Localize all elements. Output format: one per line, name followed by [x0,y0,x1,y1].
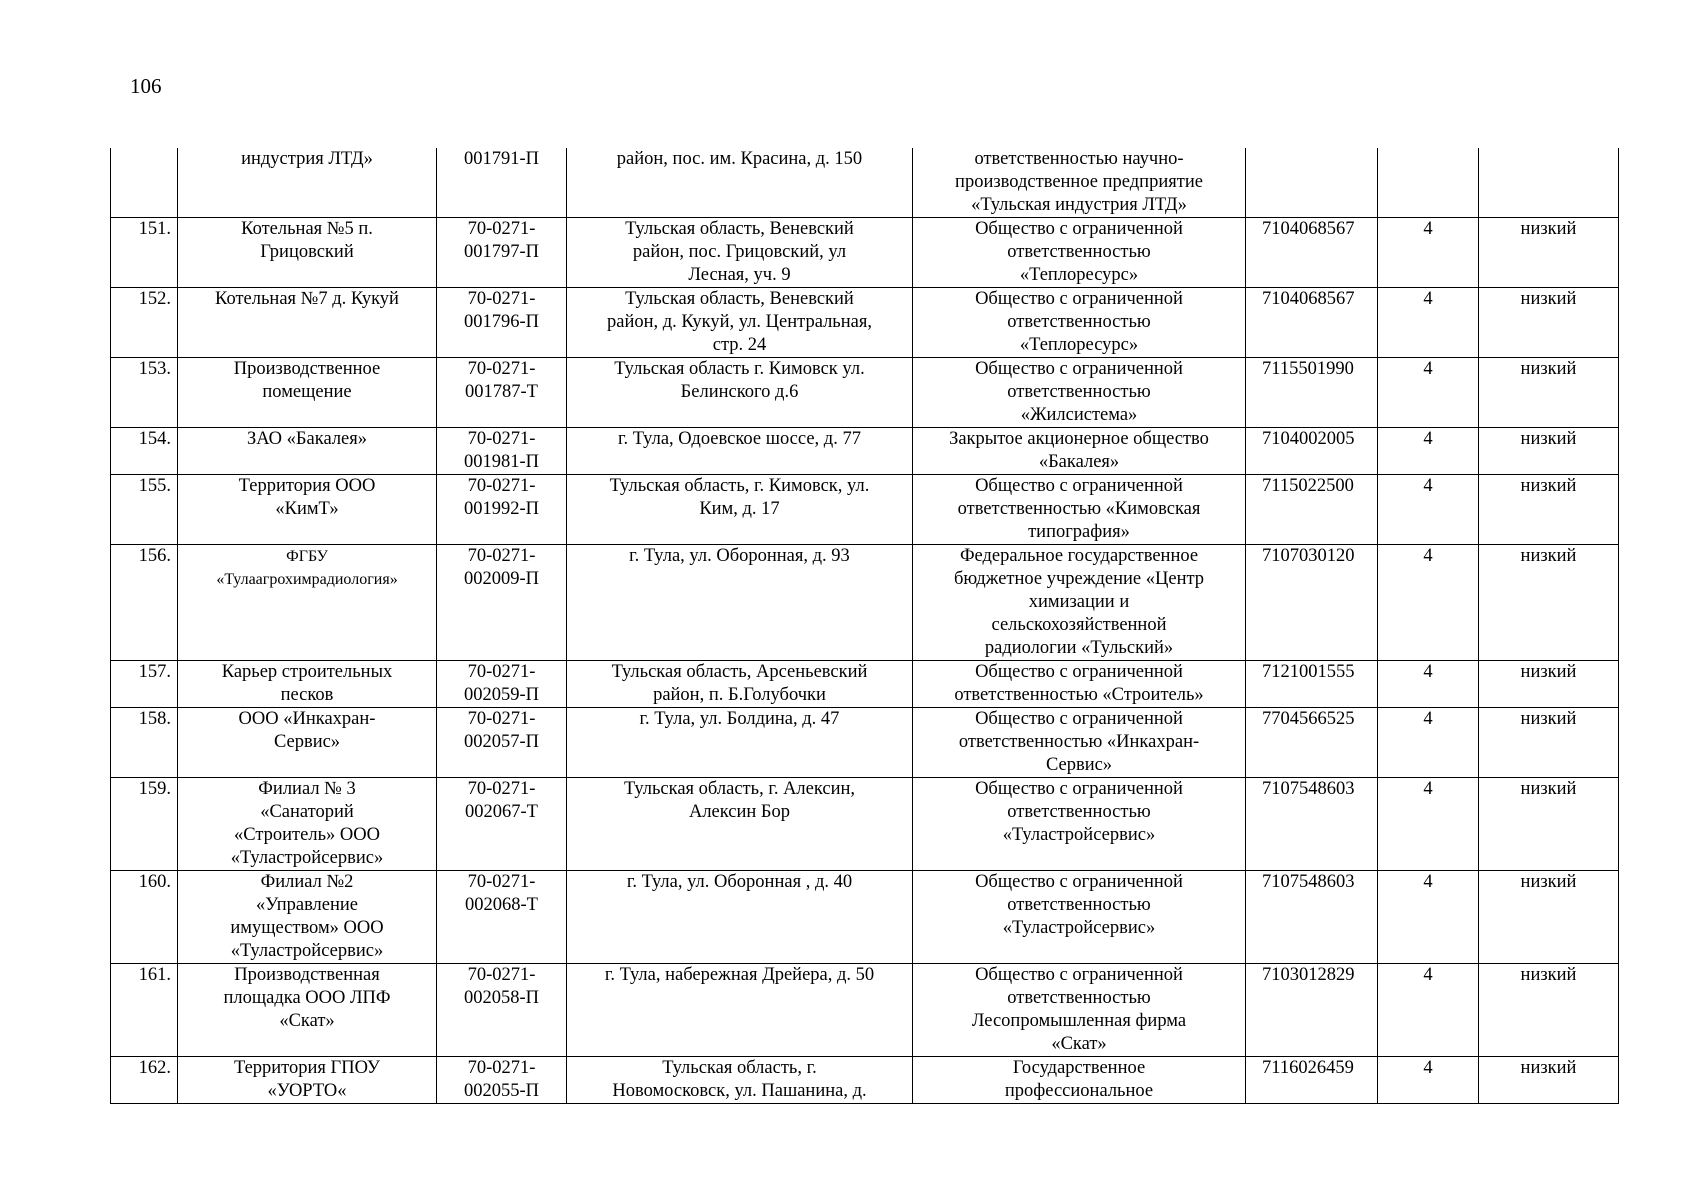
category: 4 [1378,428,1479,475]
row-number: 152. [111,288,178,358]
object-address [567,871,913,964]
object-address-line: Тульская область, г. Кимовск, ул. [609,476,870,496]
object-address-line: Белинского д.6 [680,382,799,402]
operator-name-line: ответственностью [1007,988,1151,1008]
category [1378,148,1479,218]
operator-name-line: Общество с ограниченной [975,219,1183,239]
object-name-line: Карьер строительных [221,662,393,682]
table-row [111,871,1619,964]
operator-name-line: ответственностью [1007,312,1151,332]
operator-name [913,428,1246,475]
operator-name-line: Закрытое акционерное общество [949,429,1209,449]
object-name-line: «Строитель» ООО [234,825,380,845]
operator-name-line: Общество с ограниченной [975,779,1183,799]
inn: 7107548603 [1246,778,1378,871]
object-name-line: «Туластройсервис» [230,848,384,868]
table-body [111,148,1619,1104]
object-code-line: 001791-П [463,149,540,169]
object-address-line: район, п. Б.Голубочки [653,685,826,705]
operator-name [913,1057,1246,1104]
operator-name-line: «Теплоресурс» [1019,265,1139,285]
operator-name-line: ответственностью «Строитель» [954,685,1204,705]
object-name [178,708,437,778]
risk-level: низкий [1479,545,1619,661]
object-address-line: Новомосковск, ул. Пашанина, д. [612,1081,867,1101]
row-number: 153. [111,358,178,428]
object-name-line: Филиал №2 [260,872,354,892]
object-name [178,288,437,358]
category: 4 [1378,358,1479,428]
table-row [111,778,1619,871]
row-number: 161. [111,964,178,1057]
object-code-line: 70-0271- [467,965,536,985]
row-number: 159. [111,778,178,871]
object-code [437,708,567,778]
object-code-line: 70-0271- [467,359,536,379]
inn: 7104068567 [1246,218,1378,288]
operator-name-line: ответственностью [1007,802,1151,822]
inn: 7104002005 [1246,428,1378,475]
object-address-line: Алексин Бор [688,802,791,822]
object-code-line: 002058-П [463,988,540,1008]
row-number [111,148,178,218]
object-name-line: ЗАО «Бакалея» [246,429,368,449]
operator-name-line: Государственное [1012,1058,1146,1078]
object-address-line: Тульская область, Арсеньевский [611,662,868,682]
object-name [178,148,437,218]
object-code [437,358,567,428]
operator-name-line: Общество с ограниченной [975,476,1183,496]
object-address [567,708,913,778]
object-name-line: индустрия ЛТД» [241,149,373,169]
row-number: 157. [111,661,178,708]
operator-name-line: радиологии «Тульский» [984,638,1174,658]
page-number: 106 [130,74,162,98]
table-row [111,661,1619,708]
risk-level: низкий [1479,1057,1619,1104]
object-name-line: Территория ГПОУ [233,1058,381,1078]
object-code-line: 70-0271- [467,219,536,239]
inn [1246,148,1378,218]
operator-name-line: ответственностью [1007,242,1151,262]
operator-name-line: Общество с ограниченной [975,709,1183,729]
object-code-line: 70-0271- [467,1058,536,1078]
operator-name-line: Общество с ограниченной [975,359,1183,379]
operator-name [913,964,1246,1057]
operator-name-line: ответственностью «Инкахран- [958,732,1200,752]
object-address [567,964,913,1057]
object-address [567,545,913,661]
category: 4 [1378,545,1479,661]
category: 4 [1378,661,1479,708]
object-address-line: Ким, д. 17 [699,499,780,519]
object-code [437,428,567,475]
object-code-line: 70-0271- [467,779,536,799]
object-code-line: 001787-Т [465,382,538,402]
object-name-line: «КимТ» [275,499,339,519]
operator-name-line: Общество с ограниченной [975,872,1183,892]
category: 4 [1378,778,1479,871]
row-number: 160. [111,871,178,964]
table-row [111,964,1619,1057]
object-name-line: Котельная №7 д. Кукуй [215,289,399,309]
object-name-line: «УОРТО« [267,1081,347,1101]
object-name-line: песков [280,685,334,705]
operator-name [913,661,1246,708]
operator-name-line: ответственностью «Кимовская [957,499,1201,519]
object-name-line: «Управление [255,895,359,915]
category: 4 [1378,218,1479,288]
object-code-line: 001796-П [463,312,540,332]
object-code-line: 001797-П [463,242,540,262]
object-address-line: район, д. Кукуй, ул. Центральная, [607,312,872,332]
registry-table [110,148,1619,1104]
inn: 7116026459 [1246,1057,1378,1104]
object-address [567,358,913,428]
inn: 7103012829 [1246,964,1378,1057]
object-address-line: г. Тула, ул. Оборонная , д. 40 [626,872,853,892]
operator-name-line: сельскохозяйственной [991,615,1167,635]
table-row [111,1057,1619,1104]
object-address-line: район, пос. Грицовский, ул [632,242,847,262]
operator-name-line: «Бакалея» [1038,452,1120,472]
operator-name-line: Федеральное государственное [959,546,1199,566]
object-address [567,428,913,475]
object-code-line: 70-0271- [467,872,536,892]
object-code-line: 002009-П [463,569,540,589]
risk-level: низкий [1479,778,1619,871]
object-code [437,218,567,288]
object-address-line: Тульская область, Веневский [625,219,854,239]
operator-name [913,148,1246,218]
risk-level: низкий [1479,964,1619,1057]
table-row [111,148,1619,218]
object-code-line: 001981-П [463,452,540,472]
object-address-line: Тульская область г. Кимовск ул. [614,359,865,379]
inn: 7121001555 [1246,661,1378,708]
object-code [437,778,567,871]
object-code-line: 002067-Т [465,802,538,822]
object-address-line: Тульская область, Веневский [625,289,854,309]
operator-name [913,358,1246,428]
operator-name-line: профессиональное [1004,1081,1154,1101]
object-name-line: Котельная №5 п. [241,219,373,239]
operator-name-line: «Туластройсервис» [1002,825,1156,845]
category: 4 [1378,288,1479,358]
object-address [567,148,913,218]
object-name-line: ФГБУ [286,548,328,565]
risk-level [1479,148,1619,218]
row-number: 151. [111,218,178,288]
object-code-line: 70-0271- [467,709,536,729]
operator-name-line: Общество с ограниченной [975,289,1183,309]
operator-name-line: Общество с ограниченной [975,965,1183,985]
object-name [178,545,437,661]
object-code-line: 002068-Т [465,895,538,915]
operator-name [913,218,1246,288]
risk-level: низкий [1479,475,1619,545]
object-address-line: г. Тула, Одоевское шоссе, д. 77 [618,429,861,449]
operator-name-line: «Жилсистема» [1020,405,1138,425]
table-row [111,358,1619,428]
object-name-line: Территория ООО [238,476,376,496]
object-name-line: «Санаторий [260,802,354,822]
inn: 7115022500 [1246,475,1378,545]
object-address-line: Лесная, уч. 9 [688,265,791,285]
object-code-line: 002059-П [463,685,540,705]
object-address-line: г. Тула, ул. Болдина, д. 47 [639,709,840,729]
operator-name [913,871,1246,964]
operator-name [913,475,1246,545]
object-address-line: Тульская область, г. [662,1058,817,1078]
operator-name-line: ответственностью научно- [974,149,1184,169]
table-row [111,475,1619,545]
category: 4 [1378,1057,1479,1104]
object-name-line: помещение [262,382,352,402]
operator-name [913,778,1246,871]
operator-name-line: «Теплоресурс» [1019,335,1139,355]
inn: 7104068567 [1246,288,1378,358]
object-address-line: район, пос. им. Красина, д. 150 [616,149,863,169]
object-name [178,1057,437,1104]
object-name-line: площадка ООО ЛПФ [223,988,391,1008]
category: 4 [1378,871,1479,964]
object-address [567,1057,913,1104]
operator-name-line: Сервис» [1045,755,1113,775]
object-name-line: ООО «Инкахран- [238,709,376,729]
row-number: 155. [111,475,178,545]
object-code [437,871,567,964]
row-number: 158. [111,708,178,778]
inn: 7704566525 [1246,708,1378,778]
object-code [437,1057,567,1104]
object-code-line: 70-0271- [467,429,536,449]
risk-level: низкий [1479,358,1619,428]
operator-name [913,545,1246,661]
object-code-line: 002055-П [463,1081,540,1101]
operator-name-line: бюджетное учреждение «Центр [953,569,1205,589]
object-code-line: 002057-П [463,732,540,752]
operator-name-line: химизации и [1028,592,1130,612]
operator-name [913,288,1246,358]
object-address [567,475,913,545]
object-code-line: 70-0271- [467,662,536,682]
object-address [567,661,913,708]
object-code [437,475,567,545]
operator-name-line: типография» [1028,522,1130,542]
risk-level: низкий [1479,428,1619,475]
table-row [111,218,1619,288]
object-code-line: 001992-П [463,499,540,519]
inn: 7107548603 [1246,871,1378,964]
table-row [111,708,1619,778]
operator-name-line: Лесопромышленная фирма [971,1011,1187,1031]
risk-level: низкий [1479,661,1619,708]
object-code [437,545,567,661]
category: 4 [1378,964,1479,1057]
object-address-line: г. Тула, набережная Дрейера, д. 50 [604,965,875,985]
table-row [111,428,1619,475]
object-code [437,288,567,358]
object-name [178,871,437,964]
object-address [567,288,913,358]
object-address-line: Тульская область, г. Алексин, [623,779,856,799]
inn: 7115501990 [1246,358,1378,428]
object-code [437,661,567,708]
object-code [437,148,567,218]
operator-name [913,708,1246,778]
object-address [567,218,913,288]
operator-name-line: «Туластройсервис» [1002,918,1156,938]
object-name-line: «Туластройсервис» [230,941,384,961]
category: 4 [1378,475,1479,545]
object-code-line: 70-0271- [467,289,536,309]
inn: 7107030120 [1246,545,1378,661]
table-row [111,288,1619,358]
operator-name-line: «Тульская индустрия ЛТД» [971,195,1187,215]
row-number: 162. [111,1057,178,1104]
object-name-line: Производственная [234,965,380,985]
object-name [178,218,437,288]
object-name [178,778,437,871]
object-name-line: «Скат» [279,1011,335,1031]
operator-name-line: ответственностью [1007,382,1151,402]
risk-level: низкий [1479,871,1619,964]
object-code [437,964,567,1057]
operator-name-line: производственное предприятие [955,172,1203,192]
object-code-line: 70-0271- [467,546,536,566]
object-name-line: Сервис» [273,732,341,752]
object-address-line: стр. 24 [712,335,767,355]
category: 4 [1378,708,1479,778]
row-number: 156. [111,545,178,661]
row-number: 154. [111,428,178,475]
operator-name-line: ответственностью [1007,895,1151,915]
risk-level: низкий [1479,218,1619,288]
object-name [178,475,437,545]
operator-name-line: «Скат» [1051,1034,1107,1054]
object-name-line: Грицовский [260,242,354,262]
object-address-line: г. Тула, ул. Оборонная, д. 93 [629,546,850,566]
object-name-line: «Тулаагрохимрадиология» [216,571,398,588]
object-name [178,964,437,1057]
risk-level: низкий [1479,288,1619,358]
risk-level: низкий [1479,708,1619,778]
object-name-line: Производственное [233,359,381,379]
object-name-line: Филиал № 3 [258,779,356,799]
operator-name-line: Общество с ограниченной [975,662,1183,682]
object-name [178,661,437,708]
table-row [111,545,1619,661]
object-address [567,778,913,871]
object-name [178,358,437,428]
object-name [178,428,437,475]
object-code-line: 70-0271- [467,476,536,496]
object-name-line: имуществом» ООО [230,918,384,938]
